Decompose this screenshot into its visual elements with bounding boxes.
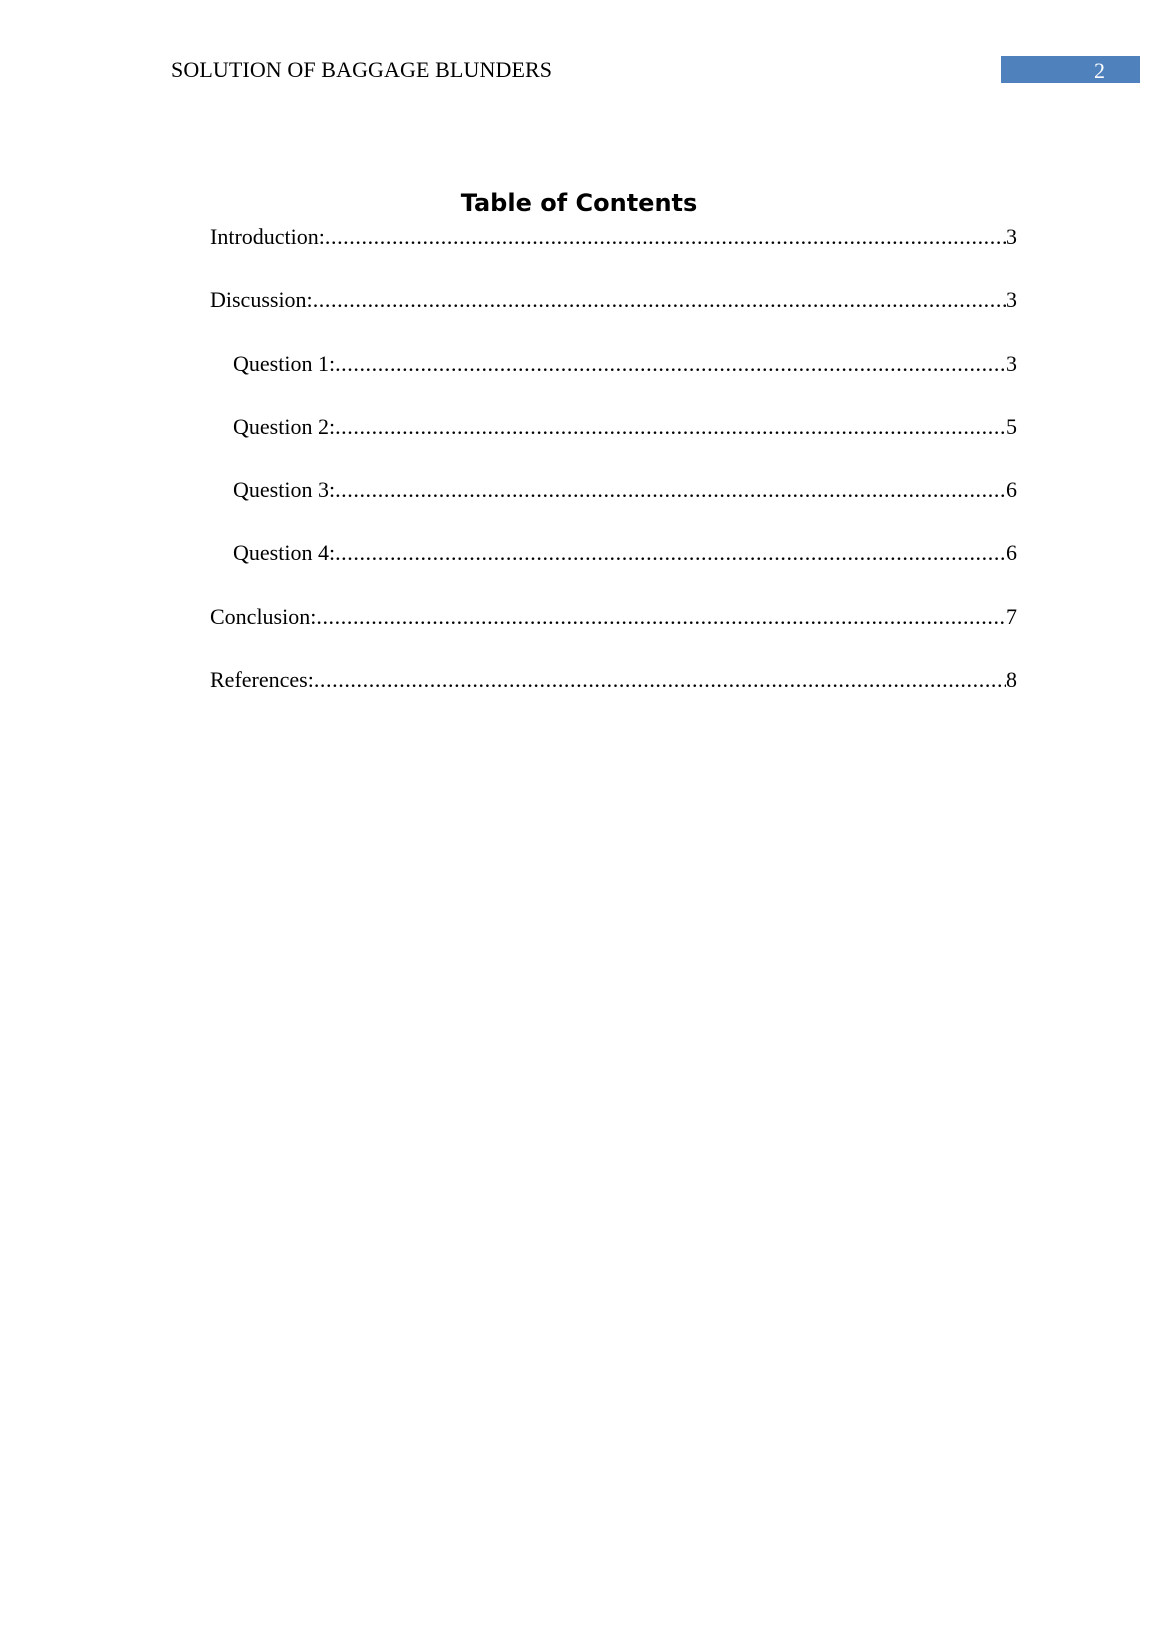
toc-entry-introduction[interactable] [210,222,1017,285]
toc-dot-leader [335,475,1006,505]
toc-entry-label: Introduction: [210,224,325,249]
toc-dot-leader [325,222,1006,252]
toc-entry-page: 8 [1006,667,1017,693]
toc-entry-label: References: [210,667,314,693]
toc-heading: Table of Contents [460,189,698,217]
toc-entry-label: Conclusion: [210,603,317,629]
toc-entry-label: Question 4: [233,540,336,566]
toc-entry-page: 3 [1006,287,1017,313]
running-header-title: SOLUTION OF BAGGAGE BLUNDERS [171,57,553,82]
toc-entry-label: Question 3: [233,477,336,503]
toc-entry-page: 3 [1006,350,1017,376]
toc-entry-question-1[interactable] [210,349,1017,412]
page-number: 2 [1094,58,1105,83]
toc-entry-label: Question 1: [233,350,336,376]
toc-dot-leader [335,538,1006,568]
toc-dot-leader [335,412,1006,442]
toc-entry-page: 3 [1006,224,1017,249]
toc-dot-leader [313,285,1006,315]
toc-entry-question-3[interactable] [210,475,1017,538]
page-number-badge [1001,56,1140,83]
toc-entry-page: 7 [1006,603,1017,629]
toc-entry-page: 5 [1006,413,1017,439]
table-of-contents [210,222,1017,728]
toc-entry-discussion[interactable] [210,285,1017,348]
toc-entry-page: 6 [1006,477,1017,503]
toc-dot-leader [314,665,1006,695]
toc-entry-question-4[interactable] [210,538,1017,601]
toc-dot-leader [316,602,1006,632]
toc-entry-conclusion[interactable] [210,602,1017,665]
toc-entry-question-2[interactable] [210,412,1017,475]
toc-dot-leader [335,349,1006,379]
toc-entry-page: 6 [1006,540,1017,566]
toc-entry-references[interactable] [210,665,1017,728]
toc-entry-label: Question 2: [233,413,336,439]
toc-entry-label: Discussion: [210,287,313,313]
